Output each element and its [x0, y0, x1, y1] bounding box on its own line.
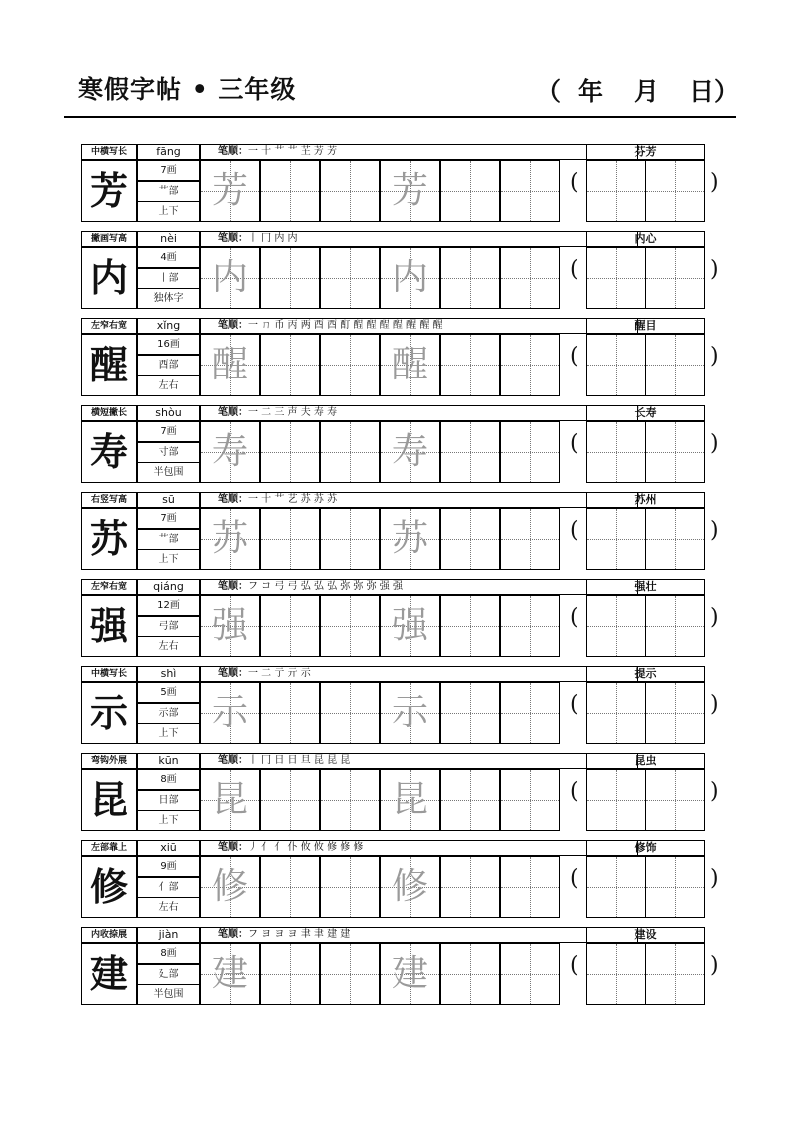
pinyin: shì: [137, 666, 200, 682]
close-paren: ): [710, 344, 719, 369]
stroke-count: 8画: [137, 943, 200, 964]
word-cell[interactable]: [586, 943, 646, 1005]
practice-cell[interactable]: [440, 682, 500, 744]
practice-row: [81, 492, 736, 570]
word-cell[interactable]: [586, 595, 646, 657]
stroke-order-sequence: フ ヨ ヨ ヨ 聿 聿 建 建: [248, 929, 351, 940]
model-character: 强: [81, 595, 137, 657]
writing-tip: 右竖写高: [81, 492, 137, 508]
practice-cell[interactable]: [200, 595, 260, 657]
radical: 示部: [137, 703, 200, 724]
practice-cell[interactable]: [440, 943, 500, 1005]
close-paren: ): [710, 431, 719, 456]
practice-cell[interactable]: [380, 334, 440, 396]
practice-cell[interactable]: [440, 421, 500, 483]
stroke-order-label: 笔顺：: [218, 146, 248, 157]
writing-tip: 横短撇长: [81, 405, 137, 421]
word-cell[interactable]: [645, 682, 705, 744]
trace-character: 寿: [211, 431, 248, 472]
word-cell[interactable]: [645, 334, 705, 396]
stroke-order-sequence: 一 十 艹 艹 芏 芳 芳: [248, 146, 338, 157]
practice-cell[interactable]: [260, 943, 320, 1005]
trace-character: 修: [391, 866, 428, 907]
stroke-order: [200, 405, 638, 421]
practice-cell[interactable]: [500, 508, 560, 570]
word-cell[interactable]: [645, 595, 705, 657]
close-paren: ): [710, 605, 719, 630]
practice-row: [81, 753, 736, 831]
practice-cell[interactable]: [320, 334, 380, 396]
open-paren: (: [570, 257, 579, 282]
word-cell[interactable]: [586, 334, 646, 396]
radical: 亻部: [137, 877, 200, 898]
stroke-order-label: 笔顺：: [218, 233, 248, 244]
pinyin: nèi: [137, 231, 200, 247]
close-paren: ): [710, 170, 719, 195]
structure: 左右: [137, 897, 200, 918]
word-cell[interactable]: [586, 247, 646, 309]
open-paren: (: [570, 779, 579, 804]
practice-word: 醒目: [586, 318, 705, 334]
header-rule: [64, 116, 736, 118]
pinyin: xiū: [137, 840, 200, 856]
word-cell[interactable]: [645, 421, 705, 483]
practice-word: 芬芳: [586, 144, 705, 160]
structure: 左右: [137, 636, 200, 657]
stroke-count: 4画: [137, 247, 200, 268]
practice-cell[interactable]: [380, 508, 440, 570]
practice-cell[interactable]: [440, 769, 500, 831]
practice-cell[interactable]: [380, 943, 440, 1005]
stroke-order: [200, 579, 638, 595]
radical: 艹部: [137, 181, 200, 202]
word-cell[interactable]: [586, 856, 646, 918]
practice-word: 修饰: [586, 840, 705, 856]
stroke-order-sequence: フ コ 弓 弓 弘 弘 弘 弥 弥 弥 强 强: [248, 581, 403, 592]
practice-cell[interactable]: [320, 508, 380, 570]
stroke-order-sequence: 一 十 艹 艺 苏 苏 苏: [248, 494, 338, 505]
close-paren: ): [710, 779, 719, 804]
practice-cell[interactable]: [200, 421, 260, 483]
date-day: 日）: [689, 77, 740, 106]
writing-tip: 左窄右宽: [81, 579, 137, 595]
word-cell[interactable]: [586, 160, 646, 222]
practice-cell[interactable]: [320, 856, 380, 918]
practice-cell[interactable]: [200, 856, 260, 918]
practice-cell[interactable]: [260, 595, 320, 657]
practice-row: [81, 144, 736, 222]
practice-cell[interactable]: [320, 160, 380, 222]
practice-row: [81, 579, 736, 657]
writing-tip: 弯钩外展: [81, 753, 137, 769]
practice-cell[interactable]: [380, 595, 440, 657]
radical: 廴部: [137, 964, 200, 985]
model-character: 醒: [81, 334, 137, 396]
stroke-count: 5画: [137, 682, 200, 703]
practice-cell[interactable]: [260, 247, 320, 309]
trace-character: 苏: [391, 518, 428, 559]
date-open-paren: （: [536, 77, 562, 106]
trace-character: 昆: [391, 779, 428, 820]
stroke-count: 9画: [137, 856, 200, 877]
close-paren: ): [710, 953, 719, 978]
practice-cell[interactable]: [320, 682, 380, 744]
stroke-count: 7画: [137, 160, 200, 181]
stroke-count: 12画: [137, 595, 200, 616]
practice-cell[interactable]: [200, 943, 260, 1005]
stroke-order-label: 笔顺：: [218, 407, 248, 418]
radical: 酉部: [137, 355, 200, 376]
practice-cell[interactable]: [320, 769, 380, 831]
practice-cell[interactable]: [260, 769, 320, 831]
practice-cell[interactable]: [500, 160, 560, 222]
practice-cell[interactable]: [260, 421, 320, 483]
practice-row: [81, 927, 736, 1005]
trace-character: 示: [391, 692, 428, 733]
practice-cell[interactable]: [200, 334, 260, 396]
practice-cell[interactable]: [500, 943, 560, 1005]
practice-cell[interactable]: [260, 160, 320, 222]
trace-character: 寿: [391, 431, 428, 472]
practice-cell[interactable]: [380, 682, 440, 744]
stroke-count: 16画: [137, 334, 200, 355]
writing-tip: 撇画写高: [81, 231, 137, 247]
trace-character: 示: [211, 692, 248, 733]
practice-cell[interactable]: [500, 247, 560, 309]
word-cell[interactable]: [645, 247, 705, 309]
practice-cell[interactable]: [200, 508, 260, 570]
practice-cell[interactable]: [380, 769, 440, 831]
trace-character: 修: [211, 866, 248, 907]
radical: 日部: [137, 790, 200, 811]
trace-character: 强: [211, 605, 248, 646]
practice-cell[interactable]: [440, 508, 500, 570]
writing-tip: 中横写长: [81, 666, 137, 682]
radical: 丨部: [137, 268, 200, 289]
practice-cell[interactable]: [260, 508, 320, 570]
open-paren: (: [570, 170, 579, 195]
writing-tip: 中横写长: [81, 144, 137, 160]
open-paren: (: [570, 518, 579, 543]
practice-cell[interactable]: [380, 247, 440, 309]
writing-tip: 左部靠上: [81, 840, 137, 856]
practice-cell[interactable]: [440, 160, 500, 222]
model-character: 内: [81, 247, 137, 309]
close-paren: ): [710, 692, 719, 717]
stroke-order-sequence: 一 二 亍 亓 示: [248, 668, 311, 679]
trace-character: 建: [391, 953, 428, 994]
open-paren: (: [570, 953, 579, 978]
stroke-order: [200, 231, 638, 247]
practice-row: [81, 666, 736, 744]
practice-cell[interactable]: [380, 421, 440, 483]
word-cell[interactable]: [645, 508, 705, 570]
stroke-order-label: 笔顺：: [218, 494, 248, 505]
open-paren: (: [570, 866, 579, 891]
stroke-order: [200, 840, 638, 856]
pinyin: shòu: [137, 405, 200, 421]
stroke-order: [200, 318, 638, 334]
practice-cell[interactable]: [500, 856, 560, 918]
model-character: 寿: [81, 421, 137, 483]
stroke-order-label: 笔顺：: [218, 320, 248, 331]
stroke-order-label: 笔顺：: [218, 929, 248, 940]
radical: 寸部: [137, 442, 200, 463]
trace-character: 建: [211, 953, 248, 994]
model-character: 示: [81, 682, 137, 744]
practice-cell[interactable]: [200, 769, 260, 831]
stroke-order-sequence: 丨 冂 内 内: [248, 233, 298, 244]
practice-cell[interactable]: [320, 943, 380, 1005]
practice-row: [81, 318, 736, 396]
practice-word: 昆虫: [586, 753, 705, 769]
stroke-order: [200, 753, 638, 769]
practice-cell[interactable]: [200, 682, 260, 744]
page-title: 寒假字帖 • 三年级: [78, 75, 297, 104]
practice-cell[interactable]: [440, 247, 500, 309]
trace-character: 昆: [211, 779, 248, 820]
stroke-order-label: 笔顺：: [218, 755, 248, 766]
pinyin: sū: [137, 492, 200, 508]
practice-word: 苏州: [586, 492, 705, 508]
stroke-order: [200, 492, 638, 508]
stroke-order: [200, 927, 638, 943]
stroke-order-label: 笔顺：: [218, 581, 248, 592]
structure: 半包围: [137, 984, 200, 1005]
model-character: 苏: [81, 508, 137, 570]
practice-cell[interactable]: [500, 595, 560, 657]
word-cell[interactable]: [645, 943, 705, 1005]
practice-cell[interactable]: [380, 856, 440, 918]
radical: 弓部: [137, 616, 200, 637]
practice-cell[interactable]: [260, 682, 320, 744]
pinyin: xǐng: [137, 318, 200, 334]
stroke-order-label: 笔顺：: [218, 668, 248, 679]
practice-cell[interactable]: [380, 160, 440, 222]
stroke-order-sequence: 一 二 三 声 夫 寿 寿: [248, 407, 338, 418]
practice-row: [81, 405, 736, 483]
trace-character: 内: [211, 257, 248, 298]
word-cell[interactable]: [586, 769, 646, 831]
practice-cell[interactable]: [440, 334, 500, 396]
structure: 上下: [137, 201, 200, 222]
model-character: 修: [81, 856, 137, 918]
model-character: 建: [81, 943, 137, 1005]
practice-cell[interactable]: [440, 595, 500, 657]
model-character: 芳: [81, 160, 137, 222]
close-paren: ): [710, 518, 719, 543]
stroke-order-sequence: 丿 亻 亻 仆 攸 攸 修 修 修: [248, 842, 364, 853]
practice-cell[interactable]: [200, 160, 260, 222]
practice-cell[interactable]: [320, 247, 380, 309]
stroke-order-label: 笔顺：: [218, 842, 248, 853]
practice-cell[interactable]: [500, 421, 560, 483]
pinyin: kūn: [137, 753, 200, 769]
practice-cell[interactable]: [320, 595, 380, 657]
open-paren: (: [570, 692, 579, 717]
writing-tip: 内收捺展: [81, 927, 137, 943]
stroke-count: 8画: [137, 769, 200, 790]
structure: 上下: [137, 549, 200, 570]
pinyin: jiàn: [137, 927, 200, 943]
close-paren: ): [710, 866, 719, 891]
practice-cell[interactable]: [200, 247, 260, 309]
practice-word: 强壮: [586, 579, 705, 595]
trace-character: 醒: [391, 344, 428, 385]
structure: 左右: [137, 375, 200, 396]
open-paren: (: [570, 605, 579, 630]
practice-cell[interactable]: [260, 334, 320, 396]
trace-character: 芳: [391, 170, 428, 211]
practice-row: [81, 840, 736, 918]
practice-cell[interactable]: [500, 334, 560, 396]
stroke-order-sequence: 一 ㄇ 币 丙 两 酉 酉 酊 酲 酲 酲 酲 醒 醒 醒: [248, 320, 443, 331]
stroke-order: [200, 666, 638, 682]
practice-cell[interactable]: [500, 682, 560, 744]
stroke-count: 7画: [137, 508, 200, 529]
trace-character: 强: [391, 605, 428, 646]
practice-row: [81, 231, 736, 309]
pinyin: fāng: [137, 144, 200, 160]
model-character: 昆: [81, 769, 137, 831]
practice-cell[interactable]: [260, 856, 320, 918]
word-cell[interactable]: [586, 421, 646, 483]
stroke-order: [200, 144, 638, 160]
practice-word: 长寿: [586, 405, 705, 421]
stroke-order-sequence: 丨 冂 日 日 旦 昆 昆 昆: [248, 755, 351, 766]
trace-character: 内: [391, 257, 428, 298]
close-paren: ): [710, 257, 719, 282]
date-year: 年: [578, 77, 604, 106]
trace-character: 苏: [211, 518, 248, 559]
stroke-count: 7画: [137, 421, 200, 442]
practice-word: 内心: [586, 231, 705, 247]
open-paren: (: [570, 344, 579, 369]
practice-cell[interactable]: [440, 856, 500, 918]
practice-word: 建设: [586, 927, 705, 943]
trace-character: 芳: [211, 170, 248, 211]
structure: 半包围: [137, 462, 200, 483]
trace-character: 醒: [211, 344, 248, 385]
structure: 上下: [137, 723, 200, 744]
word-cell[interactable]: [586, 508, 646, 570]
practice-cell[interactable]: [500, 769, 560, 831]
word-cell[interactable]: [586, 682, 646, 744]
structure: 上下: [137, 810, 200, 831]
structure: 独体字: [137, 288, 200, 309]
word-cell[interactable]: [645, 769, 705, 831]
word-cell[interactable]: [645, 160, 705, 222]
writing-tip: 左窄右宽: [81, 318, 137, 334]
practice-word: 提示: [586, 666, 705, 682]
radical: 艹部: [137, 529, 200, 550]
word-cell[interactable]: [645, 856, 705, 918]
pinyin: qiáng: [137, 579, 200, 595]
open-paren: (: [570, 431, 579, 456]
practice-cell[interactable]: [320, 421, 380, 483]
date-month: 月: [634, 77, 660, 106]
